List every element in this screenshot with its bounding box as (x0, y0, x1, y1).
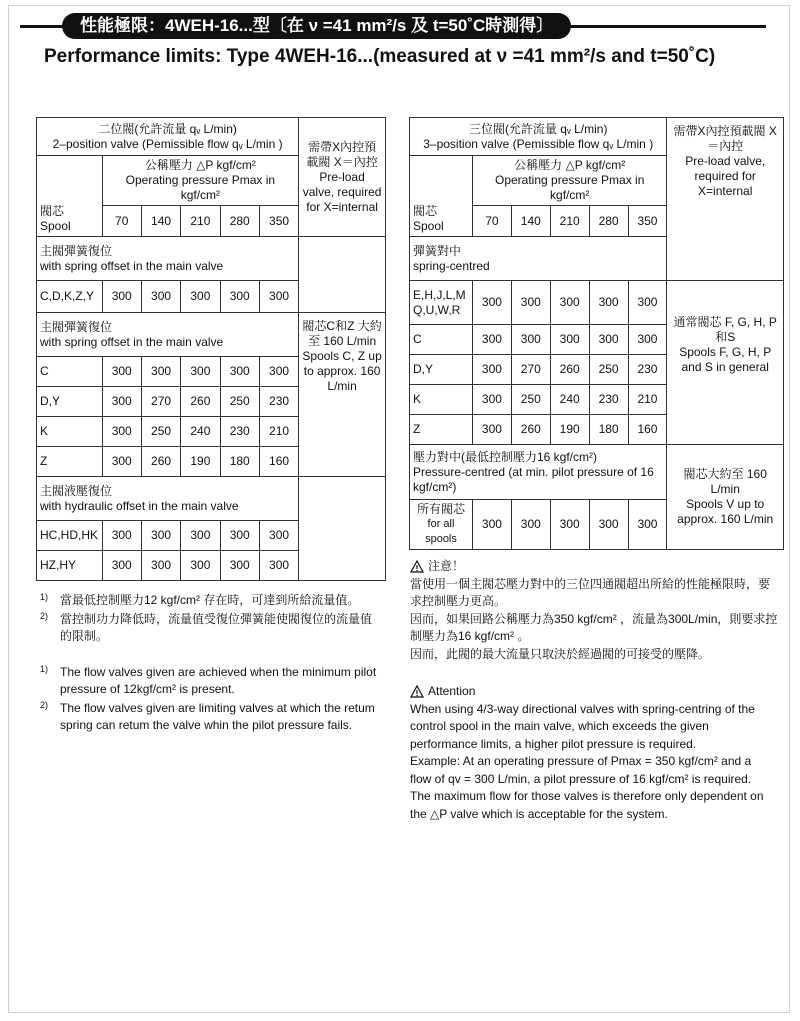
value-cell: 300 (181, 281, 220, 313)
footnote-number: 2) (40, 611, 49, 621)
pressure-value: 70 (472, 206, 511, 237)
value-cell: 300 (259, 551, 298, 581)
pressure-value: 280 (589, 206, 628, 237)
section-title (410, 445, 667, 500)
value-cell: 300 (589, 281, 628, 325)
value-cell: 300 (181, 357, 220, 387)
value-cell: 300 (220, 521, 259, 551)
spool-cell: K (37, 417, 103, 447)
footnote-item (40, 611, 380, 645)
value-cell: 260 (550, 355, 589, 385)
value-cell: 160 (259, 447, 298, 477)
section-title-en: with spring offset in the main valve (40, 334, 224, 349)
side-note-cell (667, 118, 784, 281)
pressure-value: 140 (511, 206, 550, 237)
section-title (410, 237, 667, 281)
v-note-cell (667, 445, 784, 550)
footnote-text: The flow valves given are limiting valves at which the retum spring can retum the valve whin the pilot pressure fails. (60, 701, 375, 732)
spool-cell: HZ,HY (37, 551, 103, 581)
spool-cell: E,H,J,L,M Q,U,W,R (410, 281, 473, 325)
blank-cell (299, 237, 386, 313)
spool-cell: C (37, 357, 103, 387)
value-cell: 300 (628, 325, 667, 355)
footnote-text: The flow valves given are achieved when the minimum pilot pressure of 12kgf/cm² is present. (60, 665, 377, 696)
value-cell: 300 (472, 355, 511, 385)
value-cell: 300 (102, 551, 141, 581)
blank-cell (299, 477, 386, 581)
value-cell: 260 (141, 447, 180, 477)
value-cell: 180 (589, 415, 628, 445)
value-cell: 190 (181, 447, 220, 477)
caption-zh: 二位閥(允許流量 qᵥ L/min) (98, 121, 237, 136)
section-title-zh: 主閥彈簧復位 (40, 243, 113, 258)
warning-icon (410, 560, 424, 573)
section-title-en: with spring offset in the main valve (40, 258, 224, 273)
footnote-text: 當最低控制壓力12 kgf/cm² 存在時，可達到所給流量值。 (60, 593, 360, 607)
footnote-item (40, 700, 380, 734)
side-note-zh: 需帶X內控預載閥 X＝內控 (306, 139, 378, 169)
pressure-value: 70 (102, 206, 141, 237)
value-cell: 300 (141, 521, 180, 551)
value-cell: 300 (472, 385, 511, 415)
spool-header (410, 156, 473, 237)
all-spools-en: for all spools (425, 518, 457, 545)
value-cell: 250 (220, 387, 259, 417)
caution-line: 因而，如果回路公稱壓力為350 kgf/cm² ，流量為300L/min，則要求控制壓力為16 kgf/cm² 。 (410, 611, 778, 643)
value-cell: 240 (181, 417, 220, 447)
caution-head (410, 683, 770, 701)
value-cell: 270 (141, 387, 180, 417)
spool-cell: Z (37, 447, 103, 477)
section-title (37, 477, 299, 521)
value-cell: 300 (102, 281, 141, 313)
title-en: Performance limits: Type 4WEH-16...(measured at ν =41 mm²/s and t=50˚C) (44, 46, 716, 67)
value-cell: 300 (102, 387, 141, 417)
value-cell: 300 (102, 357, 141, 387)
caution-line: The maximum flow for those valves is therefore only dependent on the △P valve which is acceptable for the system. (410, 789, 764, 821)
pressure-en: Operating pressure Pmax in kgf/cm² (494, 173, 645, 202)
caption-cell (410, 118, 667, 156)
spool-cell: C (410, 325, 473, 355)
value-cell: 300 (102, 417, 141, 447)
value-cell: 300 (589, 325, 628, 355)
caption-en: 3–position valve (Pemissible flow qᵥ L/min ) (423, 136, 654, 151)
value-cell: 300 (259, 281, 298, 313)
side-note-zh: 需帶X內控預載閥 X＝內控 (673, 124, 777, 153)
value-cell: 260 (181, 387, 220, 417)
mid-note-zh: 閥芯C和Z 大約至 160 L/min (302, 319, 382, 348)
section-title (37, 237, 299, 281)
value-cell: 300 (550, 281, 589, 325)
footnote-number: 1) (40, 664, 49, 674)
value-cell: 160 (628, 415, 667, 445)
value-cell: 300 (102, 447, 141, 477)
spool-cell: Z (410, 415, 473, 445)
general-note-en: Spools F, G, H, P and S in general (679, 345, 772, 374)
warning-icon (410, 685, 424, 698)
caution-line: 因而，此閥的最大流量只取決於經過閥的可接受的壓降。 (410, 646, 711, 661)
value-cell: 300 (141, 551, 180, 581)
value-cell: 300 (472, 325, 511, 355)
v-note-zh: 閥芯大約至 160 L/min (683, 467, 767, 496)
section-title-zh: 主閥液壓復位 (40, 483, 113, 498)
caption-en: 2–position valve (Pemissible flow qᵥ L/min ) (52, 136, 283, 151)
pressure-zh: 公稱壓力 △P kgf/cm² (144, 158, 256, 172)
v-note-en: Spools V up to approx. 160 L/min (677, 497, 774, 526)
value-cell: 210 (259, 417, 298, 447)
value-cell: 300 (181, 521, 220, 551)
all-spools-zh: 所有閥芯 (416, 502, 465, 516)
spool-cell: D,Y (410, 355, 473, 385)
spool-zh: 閥芯 (40, 204, 65, 218)
caution-head-text: 注意！ (428, 559, 465, 573)
value-cell: 300 (259, 521, 298, 551)
value-cell: 300 (220, 357, 259, 387)
value-cell: 300 (511, 281, 550, 325)
caution-line: 當使用一個主閥芯壓力對中的三位四通閥超出所給的性能極限時，要求控制壓力更高。 (410, 576, 771, 608)
spool-cell: C,D,K,Z,Y (37, 281, 103, 313)
pressure-header (102, 156, 299, 206)
pressure-value: 210 (181, 206, 220, 237)
caution-zh (410, 558, 780, 663)
value-cell: 230 (628, 355, 667, 385)
title-bar (20, 13, 766, 39)
footnotes-zh (40, 592, 380, 647)
value-cell: 300 (259, 357, 298, 387)
three-position-table (409, 117, 784, 550)
value-cell: 300 (181, 551, 220, 581)
mid-note-en: Spools C, Z up to approx. 160 L/min (302, 349, 382, 393)
general-note-cell (667, 281, 784, 445)
value-cell: 240 (550, 385, 589, 415)
pressure-value: 140 (141, 206, 180, 237)
value-cell: 300 (511, 325, 550, 355)
caution-head (410, 558, 780, 576)
value-cell: 250 (589, 355, 628, 385)
value-cell: 230 (220, 417, 259, 447)
spool-zh: 閥芯 (413, 204, 438, 218)
value-cell: 300 (628, 500, 667, 550)
pressure-value: 350 (259, 206, 298, 237)
section-title-zh: 主閥彈簧復位 (40, 319, 113, 334)
value-cell: 300 (589, 500, 628, 550)
section-title-en: spring-centred (413, 258, 490, 273)
caution-en (410, 683, 770, 823)
pressure-header (472, 156, 666, 206)
footnote-number: 2) (40, 700, 49, 710)
footnotes-en (40, 664, 380, 736)
spool-en: Spool (40, 219, 71, 233)
mid-note-cell (299, 313, 386, 477)
value-cell: 260 (511, 415, 550, 445)
value-cell: 270 (511, 355, 550, 385)
value-cell: 250 (141, 417, 180, 447)
side-note-cell (299, 118, 386, 237)
section-title-zh: 壓力對中(最低控制壓力16 kgf/cm²) (413, 449, 598, 464)
value-cell: 300 (550, 325, 589, 355)
caption-zh: 三位閥(允許流量 qᵥ L/min) (468, 121, 608, 136)
pressure-en: Operating pressure Pmax in kgf/cm² (125, 173, 276, 202)
side-note-en: Pre-load valve, required for X=internal (685, 154, 766, 198)
value-cell: 300 (102, 521, 141, 551)
general-note-zh: 通常閥芯 F, G, H, P和S (673, 315, 777, 344)
caution-line: Example: At an operating pressure of Pmax = 350 kgf/cm² and a flow of qv = 300 L/min, a pilot pressure of 16 kgf/cm² is required. (410, 754, 752, 786)
value-cell: 180 (220, 447, 259, 477)
value-cell: 300 (220, 551, 259, 581)
value-cell: 210 (628, 385, 667, 415)
section-title-en: with hydraulic offset in the main valve (40, 498, 239, 513)
section-title-en: Pressure-centred (at min. pilot pressure of 16 kgf/cm²) (413, 464, 654, 494)
value-cell: 300 (511, 500, 550, 550)
two-position-table (36, 117, 386, 581)
value-cell: 300 (141, 357, 180, 387)
spool-cell: D,Y (37, 387, 103, 417)
pressure-value: 280 (220, 206, 259, 237)
section-title-zh: 彈簧對中 (413, 243, 462, 258)
footnote-number: 1) (40, 592, 49, 602)
footnote-item (40, 592, 380, 609)
caution-line: When using 4/3-way directional valves with spring-centring of the control spool in the main valve, which exceeds the given performance limits, a higher pilot pressure is required. (410, 701, 755, 751)
value-cell: 300 (472, 281, 511, 325)
caption-cell (37, 118, 299, 156)
pressure-value: 210 (550, 206, 589, 237)
pressure-value: 350 (628, 206, 667, 237)
spool-en: Spool (413, 219, 444, 233)
side-note-en: Pre-load valve, required for X=internal (302, 169, 382, 214)
value-cell: 300 (141, 281, 180, 313)
pressure-zh: 公稱壓力 △P kgf/cm² (514, 158, 626, 172)
value-cell: 190 (550, 415, 589, 445)
value-cell: 300 (628, 281, 667, 325)
footnote-text: 當控制功力降低時，流量值受復位彈簧能使閥復位的流量值的限制。 (60, 612, 373, 643)
value-cell: 230 (259, 387, 298, 417)
value-cell: 230 (589, 385, 628, 415)
spool-cell: HC,HD,HK (37, 521, 103, 551)
title-zh: 性能極限：4WEH-16...型〔在 ν =41 mm²/s 及 t=50˚C時測得〕 (62, 13, 571, 39)
value-cell: 250 (511, 385, 550, 415)
spool-header (37, 156, 103, 237)
value-cell: 300 (550, 500, 589, 550)
all-spools-cell (410, 500, 473, 550)
footnote-item (40, 664, 380, 698)
caution-head-text: Attention (428, 684, 476, 698)
spool-cell: K (410, 385, 473, 415)
value-cell: 300 (472, 415, 511, 445)
section-title (37, 313, 299, 357)
value-cell: 300 (220, 281, 259, 313)
value-cell: 300 (472, 500, 511, 550)
